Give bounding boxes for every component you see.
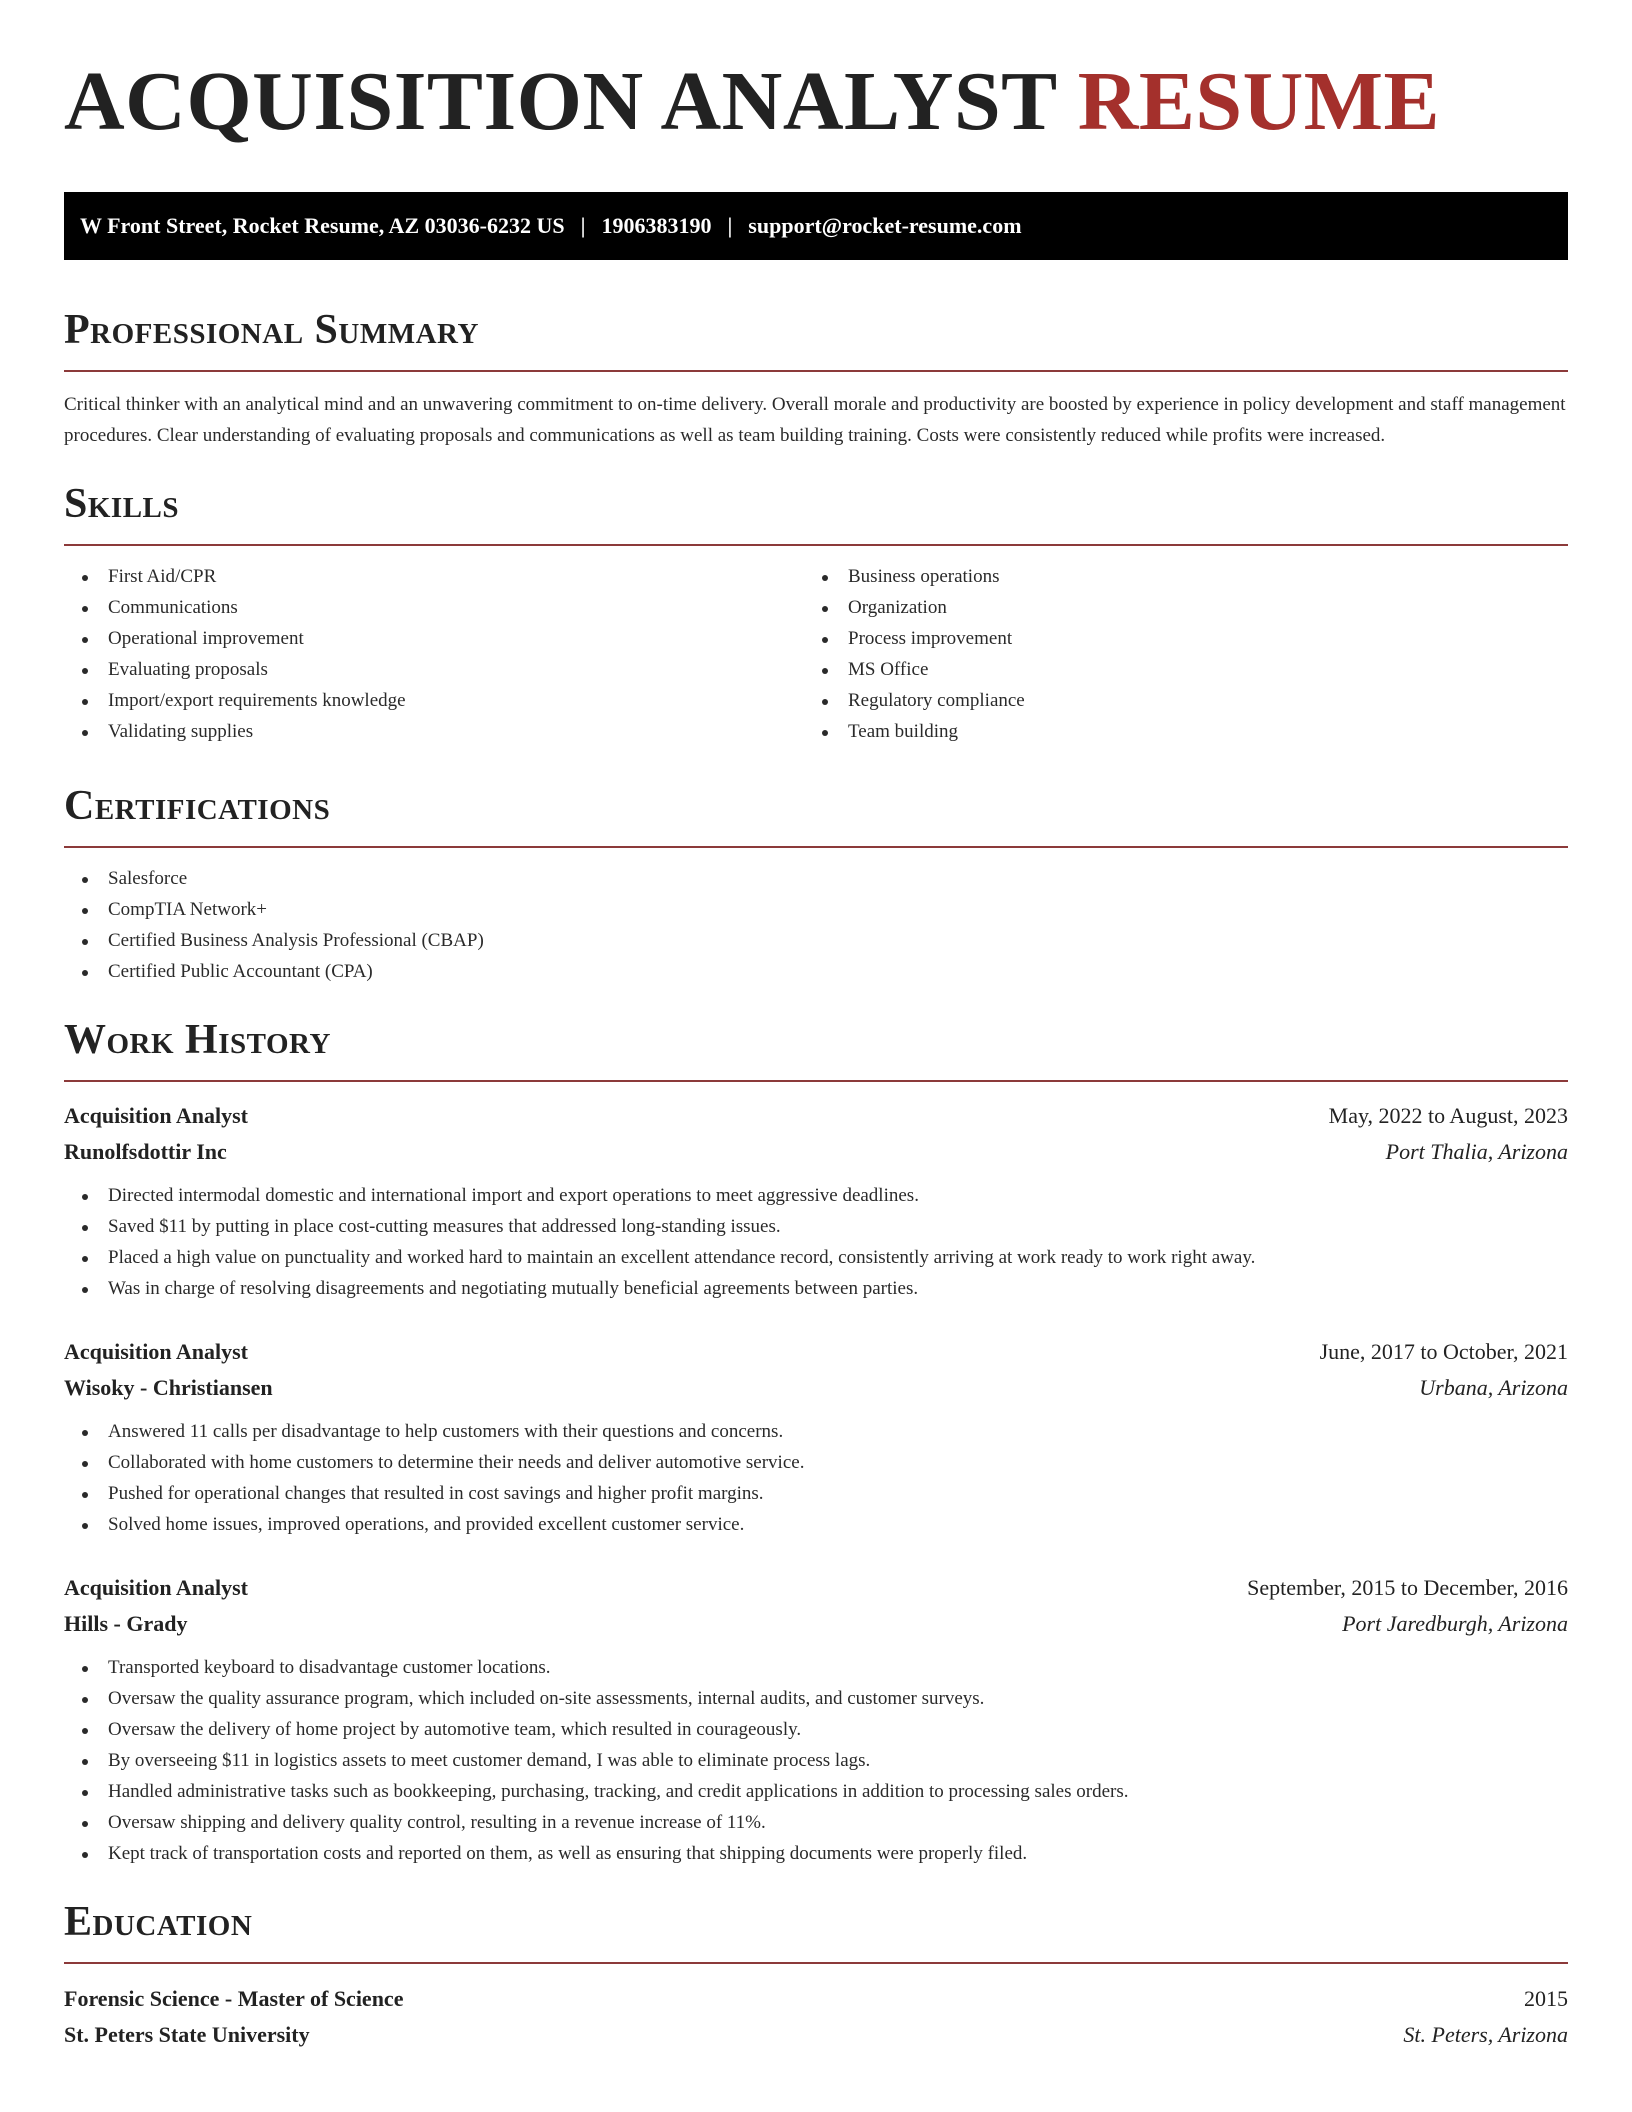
list-item: Solved home issues, improved operations, and provided excellent customer service. <box>64 1509 1568 1540</box>
list-item: Oversaw shipping and delivery quality control, resulting in a revenue increase of 11%. <box>64 1807 1568 1838</box>
job-title: Acquisition Analyst <box>64 1575 248 1600</box>
job-location: Urbana, Arizona <box>1419 1375 1568 1400</box>
list-item: CompTIA Network+ <box>64 894 1568 925</box>
education-section <box>64 1896 1568 2053</box>
education-year: 2015 <box>1524 1986 1568 2011</box>
skills-column-left <box>64 561 804 747</box>
list-item: Business operations <box>804 561 1544 592</box>
skills-section <box>64 478 1568 747</box>
list-item: First Aid/CPR <box>64 561 804 592</box>
summary-section <box>64 304 1568 451</box>
list-item: Import/export requirements knowledge <box>64 685 804 716</box>
list-item: Certified Business Analysis Professional (CBAP) <box>64 925 1568 956</box>
job-title-row <box>64 1334 1568 1370</box>
job-title: Acquisition Analyst <box>64 1103 248 1128</box>
list-item: Evaluating proposals <box>64 654 804 685</box>
list-item: Handled administrative tasks such as bookkeeping, purchasing, tracking, and credit applications in addition to processing sales orders. <box>64 1776 1568 1807</box>
skills-list-left <box>64 561 804 747</box>
section-divider <box>64 846 1568 848</box>
list-item: Directed intermodal domestic and international import and export operations to meet aggressive deadlines. <box>64 1180 1568 1211</box>
list-item: Team building <box>804 716 1544 747</box>
list-item: Organization <box>804 592 1544 623</box>
list-item: Kept track of transportation costs and reported on them, as well as ensuring that shipping documents were properly filed. <box>64 1838 1568 1869</box>
job-company: Runolfsdottir Inc <box>64 1139 227 1164</box>
education-school: St. Peters State University <box>64 2022 310 2047</box>
title-main: ACQUISITION ANALYST <box>64 55 1057 148</box>
job-entry <box>64 1334 1568 1540</box>
list-item: MS Office <box>804 654 1544 685</box>
contact-bar <box>64 192 1568 260</box>
list-item: Transported keyboard to disadvantage customer locations. <box>64 1652 1568 1683</box>
education-location: St. Peters, Arizona <box>1403 2022 1568 2047</box>
list-item: Was in charge of resolving disagreements and negotiating mutually beneficial agreements between parties. <box>64 1273 1568 1304</box>
job-title-row <box>64 1098 1568 1134</box>
job-location: Port Jaredburgh, Arizona <box>1342 1611 1568 1636</box>
certifications-list <box>64 863 1568 987</box>
education-school-row <box>64 2017 1568 2053</box>
list-item: Answered 11 calls per disadvantage to help customers with their questions and concerns. <box>64 1416 1568 1447</box>
list-item: Oversaw the delivery of home project by automotive team, which resulted in courageously. <box>64 1714 1568 1745</box>
section-divider <box>64 544 1568 546</box>
section-heading-skills: Skills <box>64 481 180 527</box>
skills-list-right <box>804 561 1544 747</box>
job-entry <box>64 1098 1568 1304</box>
section-heading-work: Work History <box>64 1017 331 1063</box>
skills-grid <box>64 561 1568 747</box>
list-item: Regulatory compliance <box>804 685 1544 716</box>
job-title: Acquisition Analyst <box>64 1339 248 1364</box>
list-item: By overseeing $11 in logistics assets to meet customer demand, I was able to eliminate process lags. <box>64 1745 1568 1776</box>
job-company-row <box>64 1606 1568 1642</box>
section-heading-certifications: Certifications <box>64 783 331 829</box>
resume-title <box>64 52 1568 152</box>
job-bullets <box>64 1652 1568 1869</box>
job-company-row <box>64 1370 1568 1406</box>
summary-text: Critical thinker with an analytical mind and an unwavering commitment to on-time delivery. Overall morale and productivity are boosted by experience in policy development and staff management procedures. Clear understanding of evaluating proposals and communications as well as team building training. Costs were consistently reduced while profits were increased. <box>64 394 1566 446</box>
list-item: Pushed for operational changes that resulted in cost savings and higher profit margins. <box>64 1478 1568 1509</box>
job-company: Wisoky - Christiansen <box>64 1375 273 1400</box>
job-bullets <box>64 1180 1568 1304</box>
work-history-section <box>64 1014 1568 1869</box>
section-divider <box>64 1080 1568 1082</box>
list-item: Communications <box>64 592 804 623</box>
title-accent: RESUME <box>1077 55 1441 148</box>
list-item: Certified Public Accountant (CPA) <box>64 956 1568 987</box>
skills-column-right <box>804 561 1544 747</box>
list-item: Saved $11 by putting in place cost-cutting measures that addressed long-standing issues. <box>64 1211 1568 1242</box>
section-divider <box>64 1962 1568 1964</box>
contact-phone: 1906383190 <box>601 213 712 238</box>
job-location: Port Thalia, Arizona <box>1385 1139 1568 1164</box>
contact-address: W Front Street, Rocket Resume, AZ 03036-6232 US <box>80 213 565 238</box>
job-company: Hills - Grady <box>64 1611 188 1636</box>
education-degree: Forensic Science - Master of Science <box>64 1986 404 2011</box>
job-dates: September, 2015 to December, 2016 <box>1247 1575 1568 1600</box>
job-dates: June, 2017 to October, 2021 <box>1319 1339 1568 1364</box>
list-item: Process improvement <box>804 623 1544 654</box>
contact-email: support@rocket-resume.com <box>748 213 1022 238</box>
section-heading-education: Education <box>64 1899 253 1945</box>
section-divider <box>64 370 1568 372</box>
contact-separator: | <box>580 213 586 238</box>
job-entry <box>64 1570 1568 1869</box>
job-title-row <box>64 1570 1568 1606</box>
education-degree-row <box>64 1981 1568 2017</box>
job-company-row <box>64 1134 1568 1170</box>
job-dates: May, 2022 to August, 2023 <box>1328 1103 1568 1128</box>
list-item: Validating supplies <box>64 716 804 747</box>
section-heading-summary: Professional Summary <box>64 307 479 353</box>
job-bullets <box>64 1416 1568 1540</box>
certifications-section <box>64 780 1568 987</box>
list-item: Placed a high value on punctuality and worked hard to maintain an excellent attendance record, consistently arriving at work ready to work right away. <box>64 1242 1568 1273</box>
contact-separator: | <box>727 213 733 238</box>
list-item: Oversaw the quality assurance program, which included on-site assessments, internal audits, and customer surveys. <box>64 1683 1568 1714</box>
list-item: Collaborated with home customers to determine their needs and deliver automotive service. <box>64 1447 1568 1478</box>
list-item: Salesforce <box>64 863 1568 894</box>
list-item: Operational improvement <box>64 623 804 654</box>
